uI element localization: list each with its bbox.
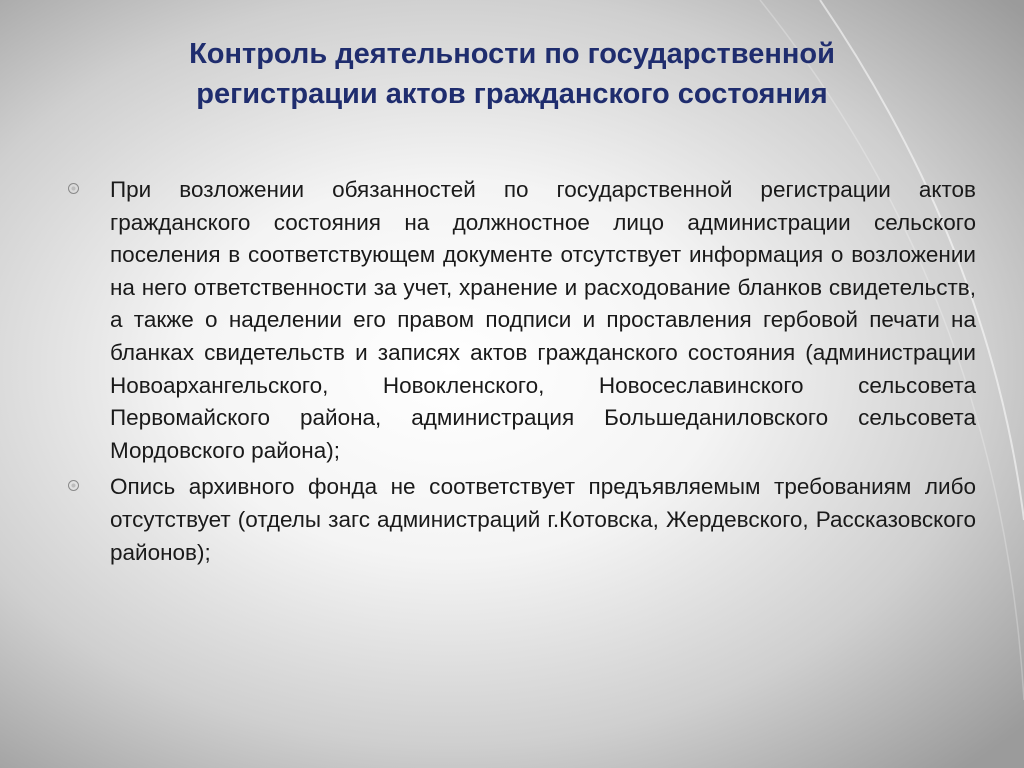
bullet-list (68, 174, 976, 573)
bullet-item-1 (68, 174, 976, 467)
bullet-text-1: При возложении обязанностей по государственной регистрации актов гражданского состояния на должностное лицо администрации сельского поселения в соответствующем документе отсутствует информация о возложении на него ответственности за учет, хранение и расходование бланков свидетельств, а также о наделении его правом подписи и проставления гербовой печати на бланках свидетельств и записях актов гражданского состояния (администрации Новоархангельского, Новокленского, Новосеславинского сельсовета Первомайского района, администрация Большеданиловского сельсовета Мордовского района); (110, 177, 976, 463)
circle-bullet-icon (68, 183, 79, 194)
slide-title (60, 34, 964, 114)
slide-title-line-2: регистрации актов гражданского состояния (196, 78, 828, 110)
slide-title-line-1: Контроль деятельности по государственной (189, 38, 835, 70)
bullet-item-2 (68, 471, 976, 569)
bullet-text-2: Опись архивного фонда не соответствует предъявляемым требованиям либо отсутствует (отделы загс администраций г.Котовска, Жердевского, Рассказовского районов); (110, 474, 976, 565)
circle-bullet-icon (68, 480, 79, 491)
